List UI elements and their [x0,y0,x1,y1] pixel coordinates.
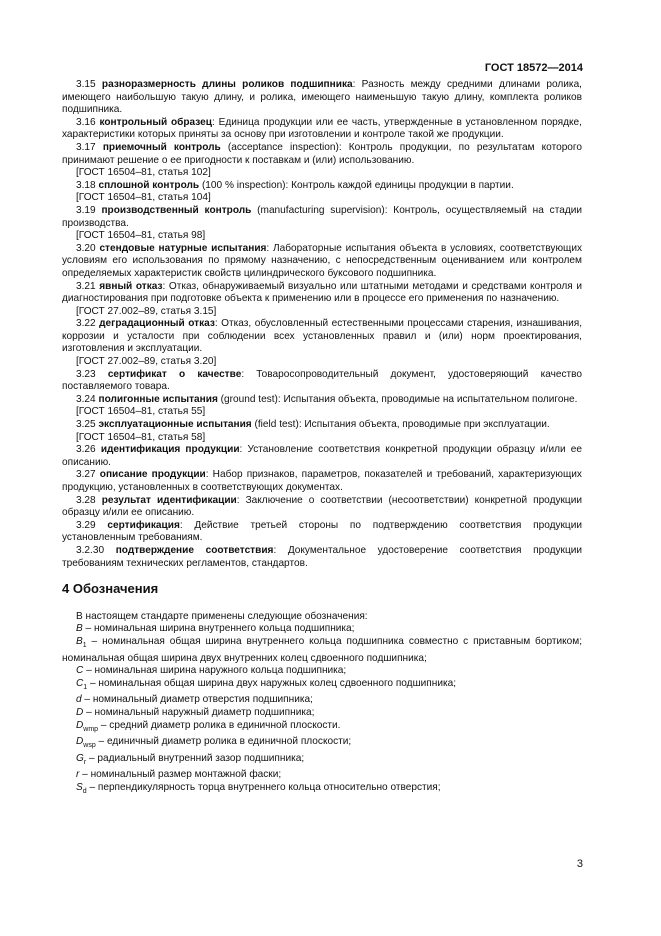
symbol: G [76,752,84,764]
term-entry [62,318,582,356]
term-entry [62,394,582,407]
symbol: D [76,736,84,748]
term-source: [ГОСТ 16504–81, статья 55] [76,406,206,418]
term-number: 3.17 [76,141,96,153]
section-title: 4 Обозначения [62,581,159,597]
symbol: S [76,781,83,793]
symbol: D [76,706,84,718]
term-entry [62,117,582,142]
term-name: идентификация продукции [100,444,240,456]
symbol: C [76,677,84,689]
symbol-entry [62,623,582,636]
term-definition: : Единица продукции или ее часть, утвержденные в установленном порядке, характеристики которых приняты за основу при изготовлении и контроле такой же продукции. [62,116,582,141]
term-entry [62,281,582,306]
term-number: 3.15 [76,79,96,90]
term-source: [ГОСТ 16504–81, статья 102] [76,167,211,179]
symbol: C [76,665,84,677]
symbol-subscript: 1 [83,683,88,691]
term-number: 3.24 [76,393,96,405]
symbol: B [76,623,83,635]
term-number: 3.23 [76,368,96,380]
symbol-entry [62,736,582,753]
symbol-description: – номинальный диаметр отверстия подшипника; [81,694,313,706]
term-definition: (100 % inspection): Контроль каждой единицы продукции в партии. [199,179,514,191]
symbol: r [76,769,80,781]
symbol-entry [62,782,582,799]
symbol-entry [62,665,582,678]
term-definition: (acceptance inspection): Контроль продукции, по результатам которого принимают решение о ее пригодности к поставкам и (или) использованию. [62,141,582,166]
term-number: 3.25 [76,419,96,431]
term-definition: : Набор признаков, параметров, показателей и требований, характеризующих продукцию, установленных в соответствующих документах. [62,469,582,493]
term-name: деградационный отказ [99,318,215,330]
term-entry [62,444,582,469]
term-name: разноразмерность длины роликов подшипника [101,79,353,90]
term-number: 3.22 [76,318,96,330]
symbol-subscript: d [82,787,87,795]
symbol-description: – номинальная ширина внутреннего кольца подшипника; [82,623,355,635]
term-name: описание продукции [99,469,206,481]
term-entry [62,520,582,545]
section-intro: В настоящем стандарте применены следующие обозначения: [76,610,368,622]
term-name: полигонные испытания [98,393,218,405]
symbol-entry [62,720,582,737]
term-name: стендовые натурные испытания [99,242,267,254]
symbol-description: – номинальный наружный диаметр подшипника; [83,706,315,718]
term-name: результат идентификации [101,494,237,506]
symbol-subscript: wsp [83,742,96,750]
term-definition: : Отказ, обнаруживаемый визуально или штатными методами и средствами контроля и диагностирования при подготовке объекта к применению или в процессе его применения по назначению. [62,280,582,305]
term-name: сертификат о качестве [107,368,242,380]
term-name: подтверждение соответствия [115,544,274,556]
term-number: 3.20 [76,242,96,254]
term-number: 3.2.30 [76,544,105,556]
term-name: производственный контроль [101,204,252,216]
term-source: [ГОСТ 27.002–89, статья 3.20] [76,356,217,368]
symbol-description: – номинальная общая ширина двух наружных колец сдвоенного подшипника; [87,677,457,689]
symbol-subscript: r [83,758,87,766]
term-name: приемочный контроль [102,141,221,153]
symbol-subscript: 1 [82,641,87,649]
symbol-entry [62,694,582,707]
term-entry [62,205,582,230]
term-definition: (ground test): Испытания объекта, проводимые на испытательном полигоне. [217,393,578,405]
term-number: 3.16 [76,116,96,128]
term-name: контрольный образец [99,116,212,128]
term-definition: : Установление соответствия конкретной продукции образцу и/или ее описанию. [62,444,583,468]
page-content [62,79,582,799]
term-entry [62,545,582,570]
term-name: сплошной контроль [98,179,200,191]
symbol-description: – номинальная ширина наружного кольца подшипника; [83,665,347,677]
document-id: ГОСТ 18572—2014 [484,62,583,74]
symbol-description: – перпендикулярность торца внутреннего кольца относительно отверстия; [86,781,441,793]
symbol-description: – радиальный внутренний зазор подшипника; [86,752,305,764]
term-entry [62,142,582,167]
term-source: [ГОСТ 27.002–89, статья 3.15] [76,305,217,317]
symbol-entry [62,678,582,695]
term-definition: : Лабораторные испытания объекта в условиях, соответствующих условиям его использования по прямому назначению, с непосредственным оцениванием или контролем определяемых характеристик свойств цилиндрического буксового подшипника. [62,242,583,279]
symbol-entry [62,753,582,770]
term-number: 3.21 [76,280,96,292]
page-number: 3 [576,858,583,870]
term-entry [62,180,582,193]
term-entry [62,469,582,494]
symbol-description: – единичный диаметр ролика в единичной плоскости; [95,736,352,748]
term-number: 3.19 [76,204,96,216]
term-number: 3.29 [76,519,96,531]
symbol: B [76,635,83,647]
term-definition: : Товаросопроводительный документ, удостоверяющий качество поставляемого товара. [62,368,583,393]
term-name: эксплуатационные испытания [98,419,252,431]
term-definition: : Отказ, обусловленный естественными процессами старения, изнашивания, коррозии и усталости при соблюдении всех установленных правил и (или) норм проектирования, изготовления и эксплуатации. [62,318,583,355]
symbol-description: – номинальный размер монтажной фаски; [79,769,282,781]
symbol-entry [62,636,582,665]
symbol: d [76,694,82,706]
term-definition: (manufacturing supervision): Контроль, осуществляемый на стадии производства. [62,204,582,229]
term-definition: : Документальное удостоверение соответствия продукции требованиям технических регламентов, стандартов. [62,544,582,569]
symbol-subscript: wmp [83,725,99,733]
term-number: 3.28 [76,494,96,506]
term-source: [ГОСТ 16504–81, статья 98] [76,230,206,242]
term-source: [ГОСТ 16504–81, статья 58] [76,431,206,443]
symbol-entry [62,707,582,720]
term-definition: : Заключение о соответствии (несоответствии) конкретной продукции образцу и/или ее описанию. [62,494,582,519]
term-entry [62,369,582,394]
term-number: 3.18 [76,179,96,191]
term-number: 3.26 [76,444,96,456]
symbol-entry [62,769,582,782]
term-definition: (field test): Испытания объекта, проводимые при эксплуатации. [251,419,550,431]
symbol-description: – номинальная общая ширина внутреннего кольца подшипника совместно с приставным бортиком; номинальная общая ширина двух внутренних колец сдвоенного подшипника; [62,635,582,664]
term-entry [62,79,582,117]
term-entry [62,419,582,432]
term-source: [ГОСТ 16504–81, статья 104] [76,192,211,204]
term-definition: : Действие третьей стороны по подтверждению соответствия продукции установленным требованиям. [62,519,582,544]
term-name: сертификация [107,519,180,531]
symbol-description: – средний диаметр ролика в единичной плоскости. [98,719,341,731]
term-entry [62,243,582,281]
term-number: 3.27 [76,469,96,481]
symbols-list [62,623,582,798]
terms-list [62,79,582,570]
term-definition: : Разность между средними длинами ролика, имеющего наибольшую такую длину, и ролика, имеющего наименьшую такую длину, комплекта роликов подшипника. [62,79,582,116]
term-entry [62,495,582,520]
symbol: D [76,719,84,731]
term-name: явный отказ [99,280,163,292]
